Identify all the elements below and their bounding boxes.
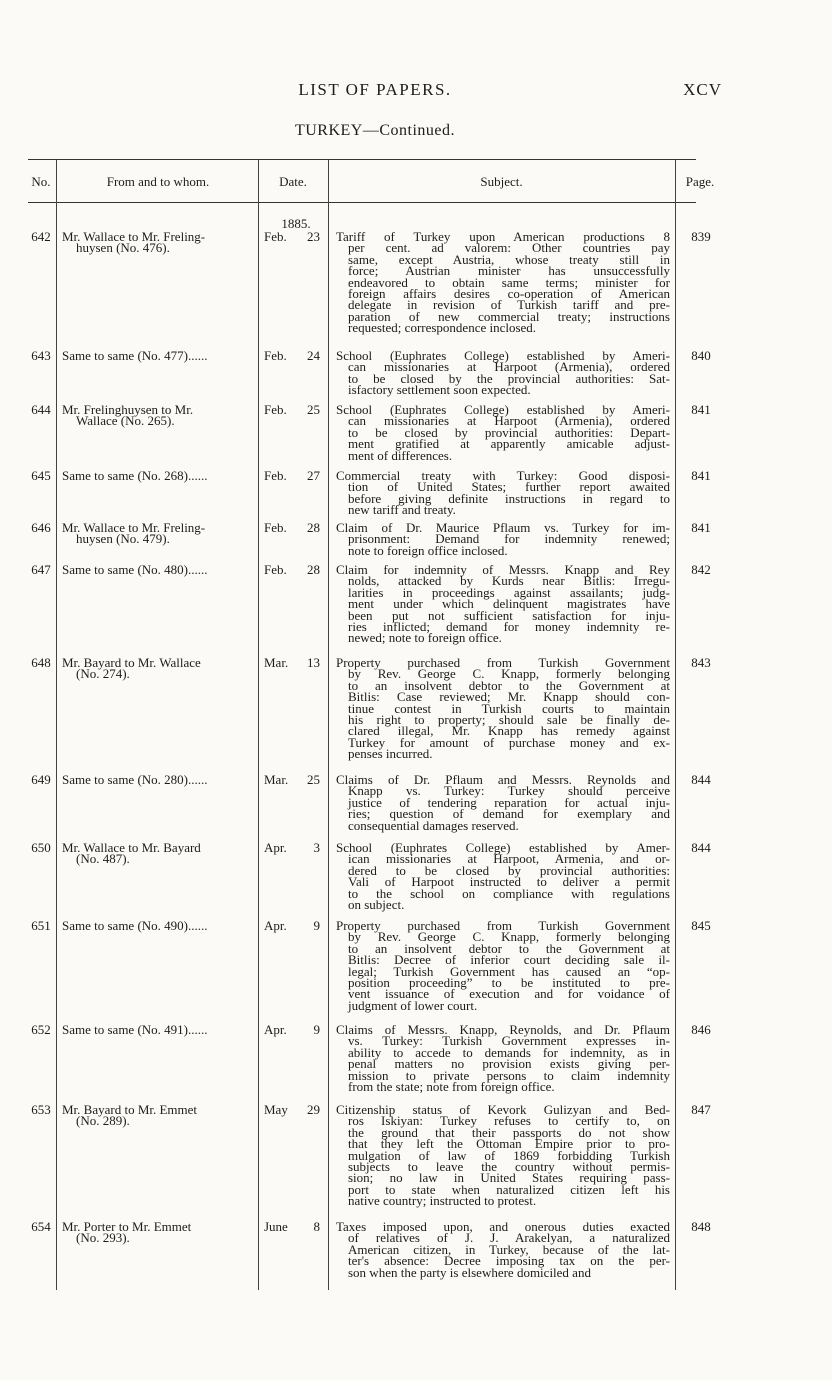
- subject-line: School (Euphrates College) established by Amer-: [336, 840, 670, 855]
- correspondents-line: Same to same (No. 490)......: [62, 918, 208, 933]
- subject-line: justice of tendering reparation for actual inju-: [348, 794, 670, 810]
- subject-line: to the school on compliance with regulations: [348, 885, 670, 901]
- entry-date: [264, 1221, 326, 1232]
- correspondents-line: Mr. Porter to Mr. Emmet: [62, 1219, 192, 1234]
- entry-page: 841: [691, 402, 711, 417]
- correspondents-line: Same to same (No. 491)......: [62, 1022, 208, 1037]
- subject-line: ros Iskiyan: Turkey refuses to certify to, on: [348, 1113, 670, 1129]
- date-month: Feb.: [264, 562, 287, 577]
- subject-line: by Rev. George C. Knapp, formerly belonging: [348, 666, 670, 682]
- subject-line: subjects to leave the country without permis-: [348, 1159, 670, 1175]
- date-month: Apr.: [264, 918, 287, 933]
- correspondents-line: Same to same (No. 480)......: [62, 562, 208, 577]
- entry-correspondents: [62, 404, 258, 427]
- entry-subject: [336, 350, 670, 396]
- correspondents-line: Mr. Wallace to Mr. Freling-: [62, 520, 206, 535]
- entry-number: 643: [31, 348, 51, 363]
- subject-line: to be closed by the provincial authorities: Sat-: [348, 370, 670, 386]
- subject-line: School (Euphrates College) established by Ameri-: [336, 348, 670, 363]
- subject-line: delegate in revision of Turkish tariff and pre-: [348, 297, 670, 313]
- correspondents-line: Same to same (No. 477)......: [62, 348, 208, 363]
- entry-date: [264, 522, 326, 533]
- date-month: Feb.: [264, 468, 287, 483]
- correspondents-line: (No. 289).: [76, 1113, 130, 1129]
- correspondents-line: Wallace (No. 265).: [76, 413, 175, 429]
- correspondents-line: Same to same (No. 268)......: [62, 468, 208, 483]
- subject-line: larities in proceedings against assailants; judg-: [348, 584, 670, 600]
- entry-date: [264, 1024, 326, 1035]
- table-header-rule: [28, 202, 696, 203]
- subject-line: endeavored to obtain same terms; minister for: [348, 274, 670, 290]
- subject-line: ries inflicted; demand for money indemnity re-: [348, 619, 670, 635]
- entry-date: [264, 470, 326, 481]
- correspondents-line: Mr. Wallace to Mr. Freling-: [62, 229, 206, 244]
- entry-number: 642: [31, 229, 51, 244]
- date-month: Mar.: [264, 655, 289, 670]
- correspondents-line: (No. 487).: [76, 851, 130, 867]
- subject-line: School (Euphrates College) established by Ameri-: [336, 402, 670, 417]
- column-header-from-to: From and to whom.: [106, 174, 210, 189]
- entry-page: 842: [691, 562, 711, 577]
- subject-line: to be closed by provincial authorities: Depart-: [348, 424, 670, 440]
- subject-line: Bitlis: Decree of inferior court deciding sale il-: [348, 952, 670, 968]
- subject-line: to an insolvent debtor to the Government at: [348, 940, 670, 956]
- subject-line: force; Austrian minister has unsuccessfully: [348, 263, 670, 279]
- entry-page: 844: [691, 772, 711, 787]
- date-day: 28: [307, 562, 320, 577]
- subject-line: note to foreign office inclosed.: [348, 542, 508, 558]
- entry-subject: [336, 1104, 670, 1207]
- date-day: 27: [307, 468, 320, 483]
- date-month: Mar.: [264, 772, 289, 787]
- entry-page: 844: [691, 840, 711, 855]
- entry-number: 652: [31, 1022, 51, 1037]
- date-month: June: [264, 1219, 288, 1234]
- entry-date: [264, 350, 326, 361]
- subject-line: Property purchased from Turkish Government: [336, 918, 670, 933]
- entry-subject: [336, 231, 670, 334]
- entry-correspondents: [62, 657, 258, 680]
- correspondents-line: (No. 274).: [76, 666, 130, 682]
- subject-line: before giving definite instructions in regard to: [348, 490, 670, 506]
- date-day: 24: [307, 348, 320, 363]
- column-header-no: No.: [31, 174, 51, 189]
- entry-subject: [336, 920, 670, 1011]
- subject-line: new tariff and treaty.: [348, 502, 456, 518]
- entry-page: 846: [691, 1022, 711, 1037]
- subject-line: his right to property; should sale be finally de-: [348, 712, 670, 728]
- entry-subject: [336, 522, 670, 556]
- entry-subject: [336, 1022, 670, 1095]
- subject-line: newed; note to foreign office.: [348, 630, 502, 646]
- entry-subject: [336, 657, 670, 760]
- subject-line: Property purchased from Turkish Government: [336, 655, 670, 670]
- entry-date: [264, 774, 326, 785]
- subject-line: nolds, attacked by Kurds near Bitlis: Irregu-: [348, 573, 670, 589]
- subject-line: Knapp vs. Turkey: Turkey should perceive: [348, 783, 670, 799]
- correspondents-line: huysen (No. 479).: [76, 531, 170, 547]
- column-divider: [56, 160, 57, 1290]
- subject-line: from the state; note from foreign office.: [348, 1079, 555, 1095]
- entry-correspondents: [62, 774, 258, 785]
- subject-line: Turkey for amount of purchase money and ex-: [348, 734, 670, 750]
- subject-line: vent issuance of execution and for voidance of: [348, 986, 670, 1002]
- column-divider: [675, 160, 676, 1290]
- date-day: 13: [307, 655, 320, 670]
- subject-line: penses incurred.: [348, 746, 433, 762]
- column-divider: [258, 160, 259, 1290]
- correspondents-line: huysen (No. 476).: [76, 240, 170, 256]
- entry-page: 841: [691, 520, 711, 535]
- entry-correspondents: [62, 564, 258, 575]
- entry-page: 847: [691, 1102, 711, 1117]
- entry-subject: [336, 840, 670, 913]
- column-header-page: Page.: [685, 174, 715, 189]
- subject-line: ries; question of demand for exemplary and: [348, 806, 670, 822]
- entry-number: 649: [31, 772, 51, 787]
- date-day: 25: [307, 402, 320, 417]
- date-month: Feb.: [264, 229, 287, 244]
- subject-line: to an insolvent debtor to the Government at: [348, 677, 670, 693]
- date-day: 9: [313, 1022, 320, 1037]
- date-month: May: [264, 1102, 288, 1117]
- year-label: 1885.: [281, 216, 311, 231]
- subject-line: penal matters no provision exists giving per-: [348, 1056, 670, 1072]
- entry-correspondents: [62, 1104, 258, 1127]
- subject-line: legal; Turkish Government has caused an “op-: [348, 963, 670, 979]
- entry-correspondents: [62, 470, 258, 481]
- subject-line: Citizenship status of Kevork Gulizyan and Bed-: [336, 1102, 670, 1117]
- subject-line: isfactory settlement soon expected.: [348, 382, 531, 398]
- column-header-date: Date.: [279, 174, 307, 189]
- subject-line: native country; instructed to protest.: [348, 1193, 537, 1209]
- subject-line: per cent. ad valorem: Other countries pay: [348, 240, 670, 256]
- date-month: Apr.: [264, 1022, 287, 1037]
- subject-line: mission to private persons to claim indemnity: [348, 1067, 670, 1083]
- subject-line: by Rev. George C. Knapp, formerly belonging: [348, 929, 670, 945]
- subject-line: on subject.: [348, 897, 405, 913]
- entry-subject: [336, 404, 670, 461]
- subject-line: position proceeding” to be instituted to pre-: [348, 975, 670, 991]
- subject-line: ment under which delinquent magistrates have: [348, 596, 670, 612]
- subject-line: clared illegal, Mr. Knapp has remedy against: [348, 723, 670, 739]
- entry-date: [264, 231, 326, 242]
- subject-line: ter's absence: Decree imposing tax on the per-: [348, 1253, 670, 1269]
- entry-subject: [336, 774, 670, 831]
- entry-correspondents: [62, 1221, 258, 1244]
- date-day: 9: [313, 918, 320, 933]
- subject-line: paration of new commercial treaty; instructions: [348, 308, 670, 324]
- entry-number: 650: [31, 840, 51, 855]
- subject-line: been put not sufficient satisfaction for inju-: [348, 607, 670, 623]
- entry-page: 848: [691, 1219, 711, 1234]
- date-day: 25: [307, 772, 320, 787]
- subject-line: dered to be closed by provincial authorities:: [348, 862, 670, 878]
- entry-page: 843: [691, 655, 711, 670]
- entry-correspondents: [62, 522, 258, 545]
- column-divider: [328, 160, 329, 1290]
- subject-line: ican missionaries at Harpoot, Armenia, and or-: [348, 851, 670, 867]
- subject-line: sion; no law in United States requiring pass-: [348, 1170, 670, 1186]
- entry-correspondents: [62, 920, 258, 931]
- date-day: 28: [307, 520, 320, 535]
- entry-correspondents: [62, 350, 258, 361]
- entry-date: [264, 1104, 326, 1115]
- subject-line: Vali of Harpoot instructed to deliver a permit: [348, 874, 670, 890]
- subject-line: of relatives of J. J. Arakelyan, a naturalized: [348, 1230, 670, 1246]
- correspondents-line: Mr. Wallace to Mr. Bayard: [62, 840, 201, 855]
- entry-date: [264, 842, 326, 853]
- subject-line: Claim for indemnity of Messrs. Knapp and Rey: [336, 562, 670, 577]
- entry-date: [264, 657, 326, 668]
- date-month: Feb.: [264, 348, 287, 363]
- table-top-rule: [28, 159, 696, 160]
- subject-line: Claim of Dr. Maurice Pflaum vs. Turkey for im-: [336, 520, 670, 535]
- entry-number: 648: [31, 655, 51, 670]
- page-title: LIST OF PAPERS.: [298, 80, 452, 99]
- subject-line: ability to accede to demands for indemnity, as in: [348, 1044, 670, 1060]
- section-title: TURKEY—Continued.: [294, 122, 456, 139]
- subject-line: same, except Austria, whose treaty still in: [348, 251, 670, 267]
- correspondents-line: Mr. Bayard to Mr. Emmet: [62, 1102, 198, 1117]
- subject-line: vs. Turkey: Turkish Government expresses in-: [348, 1033, 670, 1049]
- correspondents-line: Mr. Bayard to Mr. Wallace: [62, 655, 201, 670]
- entry-page: 839: [691, 229, 711, 244]
- subject-line: Claims of Dr. Pflaum and Messrs. Reynolds and: [336, 772, 670, 787]
- subject-line: Bitlis: Case reviewed; Mr. Knapp should con-: [348, 689, 670, 705]
- subject-line: judgment of lower court.: [348, 997, 478, 1013]
- entry-correspondents: [62, 842, 258, 865]
- subject-line: consequential damages reserved.: [348, 817, 519, 833]
- page-number: XCV: [683, 80, 722, 99]
- subject-line: mulgation of law of 1869 forbidding Turkish: [348, 1147, 670, 1163]
- entry-subject: [336, 564, 670, 644]
- subject-line: American citizen, in Turkey, because of the lat-: [348, 1241, 670, 1257]
- subject-line: ment gratified at apparently amicable adjust-: [348, 436, 670, 452]
- subject-line: can missionaries at Harpoot (Armenia), ordered: [348, 413, 670, 429]
- subject-line: foreign affairs desires co-operation of American: [348, 286, 670, 302]
- column-header-subject: Subject.: [480, 174, 523, 189]
- entry-number: 651: [31, 918, 51, 933]
- entry-date: [264, 920, 326, 931]
- subject-line: ment of differences.: [348, 447, 453, 463]
- date-day: 29: [307, 1102, 320, 1117]
- date-day: 3: [313, 840, 320, 855]
- date-month: Apr.: [264, 840, 287, 855]
- entry-page: 841: [691, 468, 711, 483]
- subject-line: that they left the Ottoman Empire prior to pro-: [348, 1136, 670, 1152]
- entry-number: 653: [31, 1102, 51, 1117]
- entry-number: 646: [31, 520, 51, 535]
- entry-correspondents: [62, 1024, 258, 1035]
- subject-line: Commercial treaty with Turkey: Good disposi-: [336, 468, 670, 483]
- subject-line: Taxes imposed upon, and onerous duties exacted: [336, 1219, 670, 1234]
- entry-date: [264, 404, 326, 415]
- correspondents-line: Mr. Frelinghuysen to Mr.: [62, 402, 194, 417]
- entry-date: [264, 564, 326, 575]
- entry-page: 840: [691, 348, 711, 363]
- subject-line: Tariff of Turkey upon American productions 8: [336, 229, 670, 244]
- correspondents-line: Same to same (No. 280)......: [62, 772, 208, 787]
- entry-number: 654: [31, 1219, 51, 1234]
- entry-number: 647: [31, 562, 51, 577]
- entry-number: 644: [31, 402, 51, 417]
- correspondents-line: (No. 293).: [76, 1230, 130, 1246]
- date-month: Feb.: [264, 402, 287, 417]
- subject-line: prisonment: Demand for indemnity renewed;: [348, 531, 670, 547]
- entry-number: 645: [31, 468, 51, 483]
- subject-line: port to state when naturalized citizen left his: [348, 1181, 670, 1197]
- subject-line: the ground that their passports do not show: [348, 1124, 670, 1140]
- subject-line: Claims of Messrs. Knapp, Reynolds, and Dr. Pflaum: [336, 1022, 670, 1037]
- date-month: Feb.: [264, 520, 287, 535]
- subject-line: tinue contest in Turkish courts to maintain: [348, 700, 670, 716]
- entry-subject: [336, 470, 670, 516]
- date-day: 8: [313, 1219, 320, 1234]
- subject-line: son when the party is elsewhere domiciled and: [348, 1264, 591, 1280]
- entry-correspondents: [62, 231, 258, 254]
- subject-line: requested; correspondence inclosed.: [348, 320, 537, 336]
- entry-page: 845: [691, 918, 711, 933]
- subject-line: can missionaries at Harpoot (Armenia), ordered: [348, 359, 670, 375]
- entry-subject: [336, 1221, 670, 1278]
- subject-line: tion of United States; further report awaited: [348, 479, 670, 495]
- date-day: 23: [307, 229, 320, 244]
